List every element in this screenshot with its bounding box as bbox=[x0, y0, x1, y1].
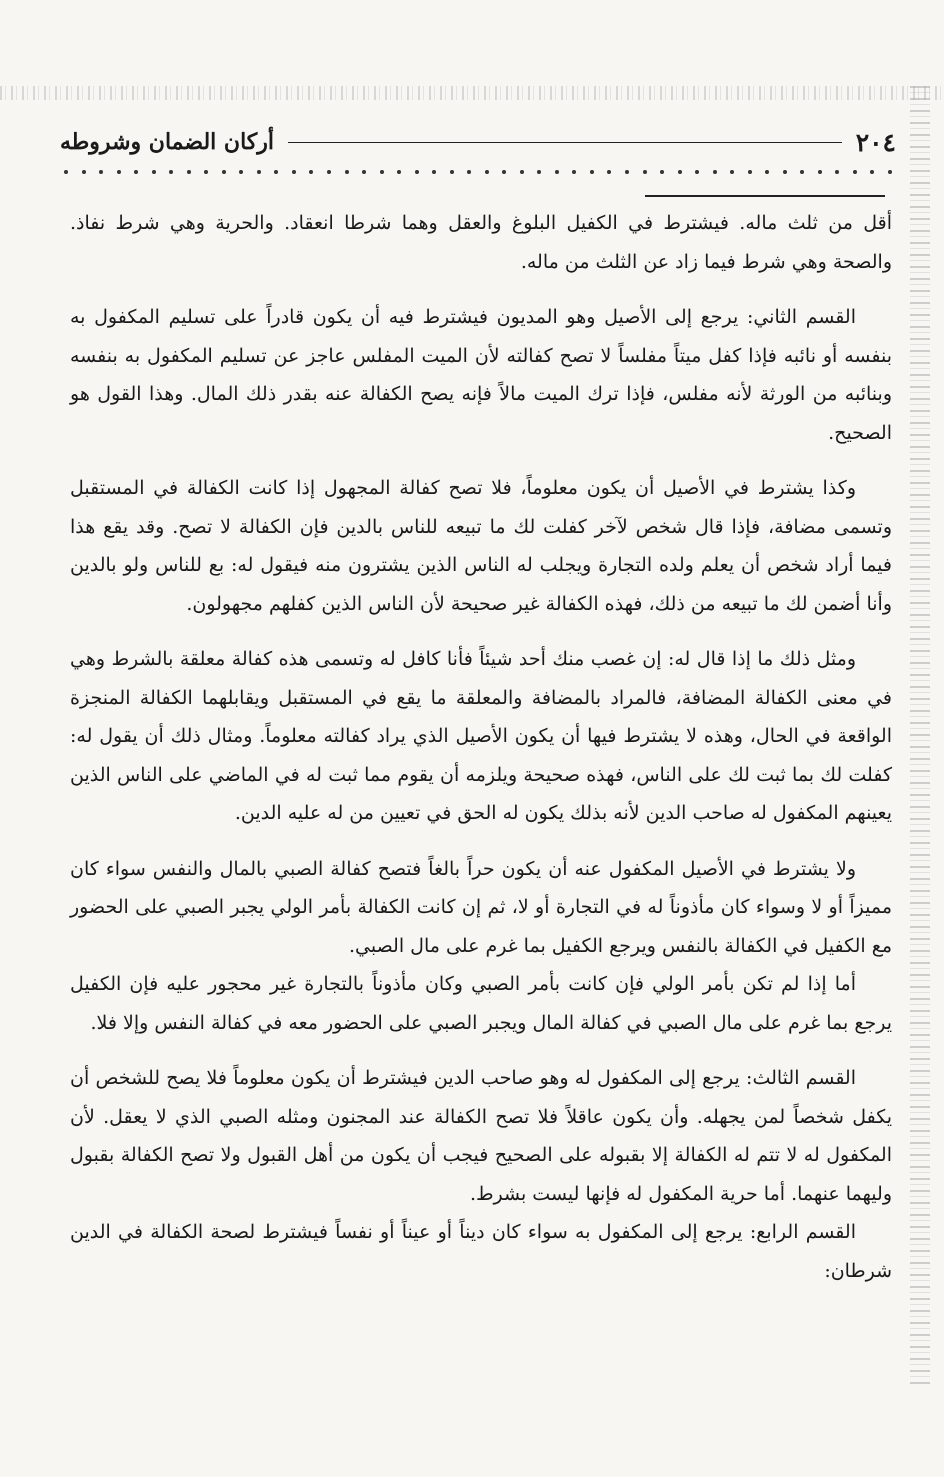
section-rule bbox=[645, 195, 885, 197]
page-header bbox=[60, 122, 896, 162]
page-number: ٢٠٤ bbox=[855, 127, 896, 157]
ornamental-border bbox=[910, 86, 930, 1386]
paragraph: أقل من ثلث ماله. فيشترط في الكفيل البلوغ والعقل وهما شرطا انعقاد. والحرية وهي شرط نفاذ. والصحة وهي شرط فيما زاد عن الثلث من ماله. bbox=[70, 212, 892, 273]
paragraph: القسم الرابع: يرجع إلى المكفول به سواء كان ديناً أو عيناً أو نفساً فيشترط لصحة الكفالة في الدين شرطان: bbox=[70, 1221, 892, 1282]
paragraph: ومثل ذلك ما إذا قال له: إن غصب منك أحد شيئاً فأنا كافل له وتسمى هذه كفالة معلقة بالشرط وهي في معنى الكفالة المضافة، فالمراد بالمضافة والمعلقة ما يقع في المستقبل ويقابلهما الكفالة المنجزة الواقعة في الحال، وهذه لا يشترط فيها أن يكون الأصيل الذي يراد كفالته معلوماً. ومثال ذلك أن يقول له: كفلت لك بما ثبت لك على الناس، فهذه صحيحة ويلزمه أن يقوم مما ثبت له في الماضي على الناس الذين يعينهم المكفول له صاحب الدين لأنه بذلك يكون له الحق في تعيين من له عليه الدين. bbox=[70, 648, 892, 824]
paragraph: ولا يشترط في الأصيل المكفول عنه أن يكون حراً بالغاً فتصح كفالة الصبي بالمال والنفس سواء كان مميزاً أو لا وسواء كان مأذوناً له في التجارة أو لا، ثم إن كانت الكفالة بأمر الولي يجبر الصبي على الحضور مع الكفيل في الكفالة بالنفس ويرجع الكفيل بما غرم على مال الصبي. bbox=[70, 857, 892, 957]
body-text bbox=[70, 204, 892, 1290]
dotted-separator bbox=[64, 170, 892, 180]
running-title: أركان الضمان وشروطه bbox=[60, 129, 274, 155]
paragraph: القسم الثالث: يرجع إلى المكفول له وهو صاحب الدين فيشترط أن يكون معلوماً فلا يصح للشخص أن يكفل شخصاً لمن يجهله. وأن يكون عاقلاً فلا تصح الكفالة عند المجنون ومثله الصبي الذي لا يعقل. لأن المكفول له لا تتم له الكفالة إلا بقبوله على الصحيح فيجب أن يكون من أهل القبول ولا تصح الكفالة بقبول وليهما عنهما. أما حرية المكفول له فإنها ليست بشرط. bbox=[70, 1067, 892, 1205]
paragraph: أما إذا لم تكن بأمر الولي فإن كانت بأمر الصبي وكان مأذوناً بالتجارة غير محجور عليه فإن الكفيل يرجع بما غرم على مال الصبي في كفالة المال ويجبر الصبي على الحضور معه في كفالة النفس وإلا فلا. bbox=[70, 973, 892, 1034]
scan-top-noise bbox=[0, 86, 944, 100]
paragraph: القسم الثاني: يرجع إلى الأصيل وهو المديون فيشترط فيه أن يكون قادراً على تسليم المكفول به بنفسه أو نائبه فإذا كفل ميتاً مفلساً لا تصح كفالته لأن الميت المفلس عاجز عن تسليم المكفول به بنفسه وبنائبه من الورثة لأنه مفلس، فإذا ترك الميت مالاً فإنه يصح الكفالة عنه بقدر ذلك المال. وهذا القول هو الصحيح. bbox=[70, 306, 892, 444]
paragraph: وكذا يشترط في الأصيل أن يكون معلوماً، فلا تصح كفالة المجهول إذا كانت الكفالة في المستقبل وتسمى مضافة، فإذا قال شخص لآخر كفلت لك ما تبيعه للناس بالدين فإن الكفالة لا تصح. وقد يقع هذا فيما أراد شخص أن يعلم ولده التجارة ويجلب له الناس الذين يشترون منه فيقول له: بع للناس ولو بالدين وأنا أضمن لك ما تبيعه من ذلك، فهذه الكفالة غير صحيحة لأن الناس الذين كفلهم مجهولون. bbox=[70, 477, 892, 615]
header-rule bbox=[288, 142, 842, 143]
